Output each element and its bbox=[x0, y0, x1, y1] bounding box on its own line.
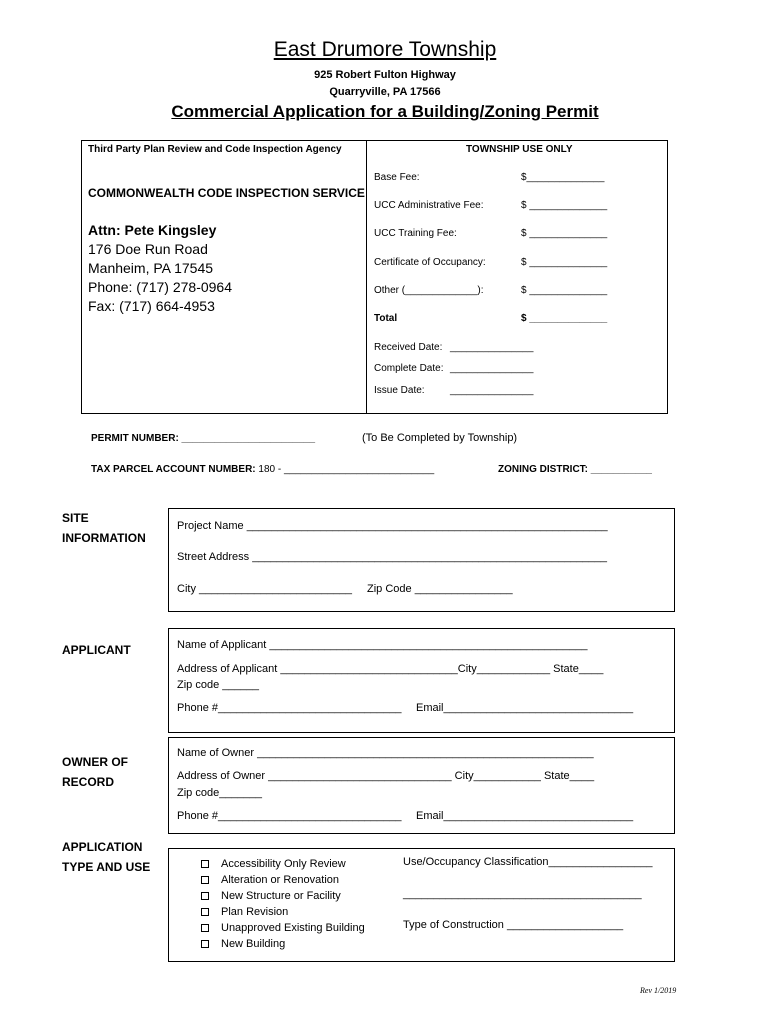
owner-address-field[interactable]: Address of Owner ______________________________ City___________ State____ bbox=[177, 770, 595, 782]
date-label: Issue Date: bbox=[374, 385, 425, 396]
option-label: New Structure or Facility bbox=[221, 890, 341, 902]
application-options bbox=[201, 856, 365, 952]
construction-type-field[interactable]: Type of Construction ___________________ bbox=[403, 919, 624, 931]
checkbox-icon[interactable] bbox=[201, 940, 209, 948]
fee-label: Certificate of Occupancy: bbox=[374, 257, 486, 268]
option-unapproved-building[interactable] bbox=[201, 920, 365, 936]
site-label-line2: INFORMATION bbox=[62, 531, 146, 545]
owner-email-field[interactable]: Email_______________________________ bbox=[416, 810, 634, 822]
option-label: Accessibility Only Review bbox=[221, 858, 346, 870]
fee-total-value[interactable]: $ ______________ bbox=[521, 313, 608, 324]
street-address-field[interactable]: Street Address __________________________________________________________ bbox=[177, 551, 608, 563]
option-label: New Building bbox=[221, 938, 286, 950]
township-name: East Drumore Township bbox=[273, 38, 497, 61]
fee-total-label: Total bbox=[374, 313, 398, 324]
option-new-structure[interactable] bbox=[201, 888, 365, 904]
owner-label-line2: RECORD bbox=[62, 775, 115, 789]
option-new-building[interactable] bbox=[201, 936, 365, 952]
township-address-line1: 925 Robert Fulton Highway bbox=[314, 69, 456, 81]
applicant-phone-field[interactable]: Phone #______________________________ bbox=[177, 702, 402, 714]
township-address-line2: Quarryville, PA 17566 bbox=[329, 86, 441, 98]
date-value[interactable]: _______________ bbox=[450, 363, 534, 374]
permit-number-field[interactable]: PERMIT NUMBER: ________________________ bbox=[91, 433, 316, 444]
owner-name-field[interactable]: Name of Owner _______________________________________________________ bbox=[177, 747, 594, 759]
fee-value[interactable]: $ ______________ bbox=[521, 257, 608, 268]
applicant-label: APPLICANT bbox=[62, 643, 131, 657]
option-label: Alteration or Renovation bbox=[221, 874, 340, 886]
checkbox-icon[interactable] bbox=[201, 876, 209, 884]
owner-zip-field[interactable]: Zip code_______ bbox=[177, 787, 263, 799]
option-label: Unapproved Existing Building bbox=[221, 922, 365, 934]
fee-label: Base Fee: bbox=[374, 172, 420, 183]
tax-parcel-value[interactable]: 180 - ___________________________ bbox=[258, 464, 435, 475]
checkbox-icon[interactable] bbox=[201, 860, 209, 868]
option-plan-revision[interactable] bbox=[201, 904, 365, 920]
fee-label: UCC Administrative Fee: bbox=[374, 200, 484, 211]
tax-parcel-label: TAX PARCEL ACCOUNT NUMBER: bbox=[91, 464, 256, 475]
checkbox-icon[interactable] bbox=[201, 924, 209, 932]
agency-fax: Fax: (717) 664-4953 bbox=[88, 298, 215, 314]
fee-value[interactable]: $______________ bbox=[521, 172, 605, 183]
zoning-district-field[interactable]: ZONING DISTRICT: ___________ bbox=[498, 464, 652, 475]
applicant-email-field[interactable]: Email_______________________________ bbox=[416, 702, 634, 714]
tax-parcel-field[interactable] bbox=[91, 464, 434, 475]
zip-code-field[interactable]: Zip Code ________________ bbox=[367, 583, 513, 595]
revision-date: Rev 1/2019 bbox=[640, 986, 677, 995]
agency-attn: Attn: Pete Kingsley bbox=[88, 222, 217, 238]
city-field[interactable]: City _________________________ bbox=[177, 583, 352, 595]
owner-label-line1: OWNER OF bbox=[62, 755, 128, 769]
applicant-address-field[interactable]: Address of Applicant _____________________________City____________ State____ bbox=[177, 663, 604, 675]
agency-heading: Third Party Plan Review and Code Inspection Agency bbox=[88, 144, 342, 155]
checkbox-icon[interactable] bbox=[201, 892, 209, 900]
applicant-zip-field[interactable]: Zip code ______ bbox=[177, 679, 259, 691]
agency-phone: Phone: (717) 278-0964 bbox=[88, 279, 232, 295]
use-classification-field[interactable]: Use/Occupancy Classification_________________ bbox=[403, 856, 653, 868]
project-name-field[interactable]: Project Name ___________________________________________________________ bbox=[177, 520, 608, 532]
option-accessibility[interactable] bbox=[201, 856, 365, 872]
date-value[interactable]: _______________ bbox=[450, 385, 534, 396]
fee-label: UCC Training Fee: bbox=[374, 228, 457, 239]
agency-name: COMMONWEALTH CODE INSPECTION SERVICE bbox=[88, 186, 365, 200]
use-classification-extra-line[interactable]: _______________________________________ bbox=[403, 888, 642, 900]
box-divider bbox=[366, 140, 367, 414]
site-label-line1: SITE bbox=[62, 511, 89, 525]
application-label-line1: APPLICATION bbox=[62, 840, 143, 854]
agency-street: 176 Doe Run Road bbox=[88, 241, 208, 257]
option-alteration[interactable] bbox=[201, 872, 365, 888]
fee-label: Other (_____________): bbox=[374, 285, 484, 296]
date-value[interactable]: _______________ bbox=[450, 342, 534, 353]
owner-phone-field[interactable]: Phone #______________________________ bbox=[177, 810, 402, 822]
date-label: Complete Date: bbox=[374, 363, 444, 374]
option-label: Plan Revision bbox=[221, 906, 289, 918]
permit-note: (To Be Completed by Township) bbox=[362, 432, 518, 444]
date-label: Received Date: bbox=[374, 342, 443, 353]
fee-value[interactable]: $ ______________ bbox=[521, 228, 608, 239]
fee-value[interactable]: $ ______________ bbox=[521, 285, 608, 296]
checkbox-icon[interactable] bbox=[201, 908, 209, 916]
township-use-heading: TOWNSHIP USE ONLY bbox=[466, 144, 573, 155]
application-label-line2: TYPE AND USE bbox=[62, 860, 151, 874]
fee-value[interactable]: $ ______________ bbox=[521, 200, 608, 211]
form-title: Commercial Application for a Building/Zoning Permit bbox=[171, 102, 599, 121]
applicant-name-field[interactable]: Name of Applicant ____________________________________________________ bbox=[177, 639, 588, 651]
agency-city: Manheim, PA 17545 bbox=[88, 260, 214, 276]
